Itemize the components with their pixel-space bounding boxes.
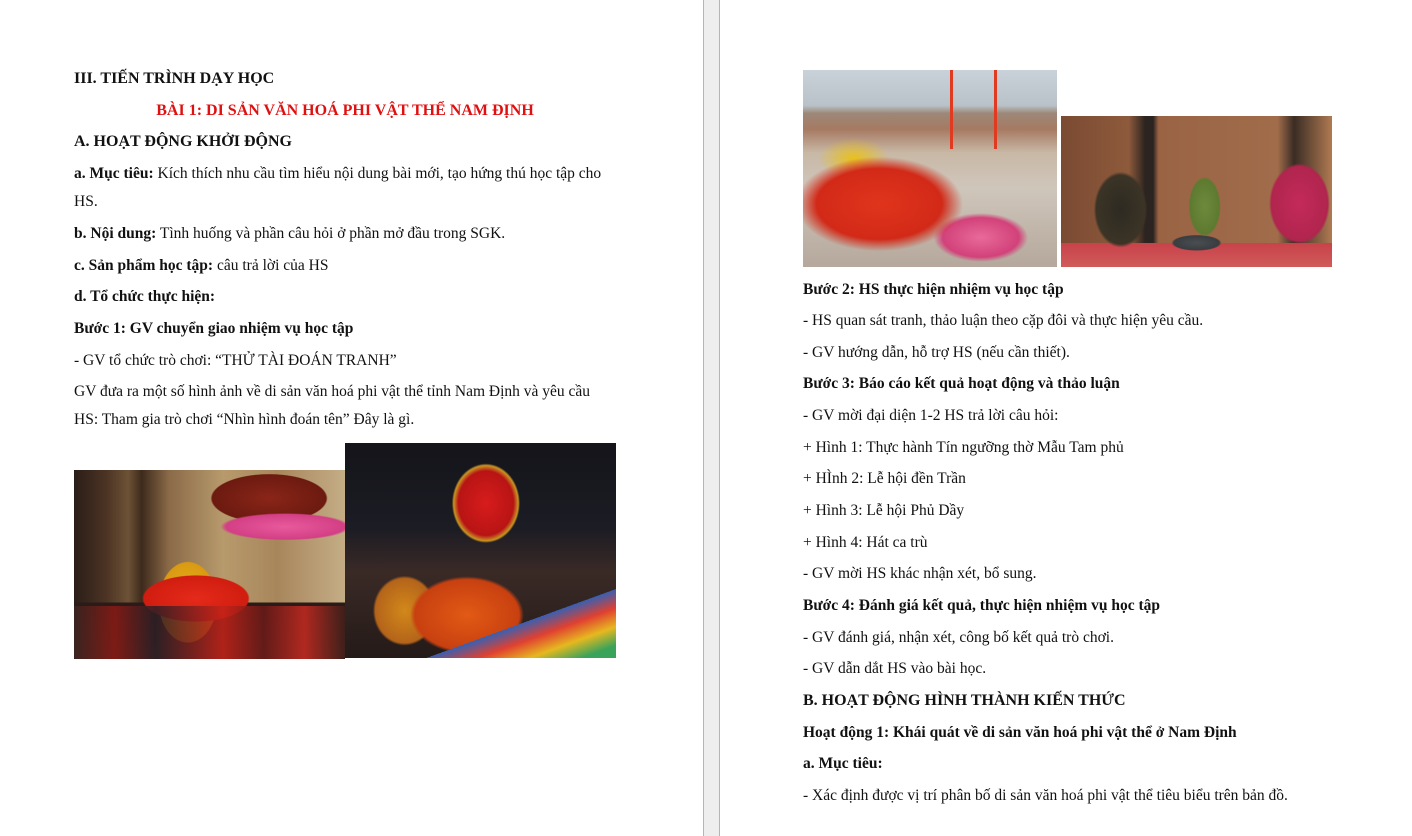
step2-heading: Bước 2: HS thực hiện nhiệm vụ học tập	[803, 281, 1064, 298]
step2-line: - GV hướng dẫn, hỗ trợ HS (nếu cần thiết).	[803, 344, 1070, 361]
organize-label: d. Tổ chức thực hiện:	[74, 288, 216, 305]
step4-line: - GV đánh giá, nhận xét, công bố kết quả trò chơi.	[803, 629, 1114, 646]
document-page-left	[0, 0, 703, 836]
image-den-tran-festival	[345, 443, 616, 658]
activity-heading: A. HOẠT ĐỘNG KHỞI ĐỘNG	[74, 133, 292, 150]
section-heading: III. TIẾN TRÌNH DẠY HỌC	[74, 70, 275, 87]
objective-text-cont: HS.	[74, 193, 98, 210]
image-phu-day-festival	[803, 70, 1057, 267]
step4-heading: Bước 4: Đánh giá kết quả, thực hiện nhiệm vụ học tập	[803, 597, 1161, 614]
section-b-heading: B. HOẠT ĐỘNG HÌNH THÀNH KIẾN THỨC	[803, 692, 1126, 709]
step3-line: - GV mời đại diện 1-2 HS trả lời câu hỏi:	[803, 407, 1059, 424]
step3-line: + HÌnh 2: Lễ hội đền Trần	[803, 470, 966, 487]
content-paragraph	[74, 224, 505, 244]
step1-line: - GV tổ chức trò chơi: “THỬ TÀI ĐOÁN TRANH”	[74, 352, 397, 369]
step1-line: HS: Tham gia trò chơi “Nhìn hình đoán tên” Đây là gì.	[74, 411, 415, 428]
objective-label: a. Mục tiêu:	[803, 755, 883, 772]
step3-heading: Bước 3: Báo cáo kết quả hoạt động và thảo luận	[803, 375, 1120, 392]
step3-line: - GV mời HS khác nhận xét, bổ sung.	[803, 565, 1037, 582]
product-label: c. Sản phẩm học tập:	[74, 257, 214, 274]
step3-line: + Hình 3: Lễ hội Phủ Dầy	[803, 502, 965, 519]
objective-line: - Xác định được vị trí phân bố di sản văn hoá phi vật thể tiêu biểu trên bản đồ.	[803, 787, 1288, 804]
page-separator	[703, 0, 720, 836]
lesson-title: BÀI 1: DI SẢN VĂN HOÁ PHI VẬT THỂ NAM ĐỊNH	[156, 102, 534, 119]
content-text: Tình huống và phần câu hỏi ở phần mở đầu trong SGK.	[156, 225, 506, 242]
image-ca-tru	[1061, 116, 1332, 267]
objective-paragraph	[74, 164, 601, 184]
step1-line: GV đưa ra một số hình ảnh về di sản văn hoá phi vật thể tỉnh Nam Định và yêu cầu	[74, 383, 591, 400]
product-text: câu trả lời của HS	[213, 257, 329, 274]
image-mau-tam-phu	[74, 470, 345, 659]
step3-line: + Hình 4: Hát ca trù	[803, 534, 928, 551]
step1-heading: Bước 1: GV chuyển giao nhiệm vụ học tập	[74, 320, 354, 337]
product-paragraph	[74, 256, 328, 276]
activity1-heading: Hoạt động 1: Khái quát về di sản văn hoá phi vật thể ở Nam Định	[803, 724, 1237, 741]
objective-text: Kích thích nhu cầu tìm hiểu nội dung bài mới, tạo hứng thú học tập cho	[153, 165, 602, 182]
document-page-right	[720, 0, 1412, 836]
step3-line: + Hình 1: Thực hành Tín ngưỡng thờ Mẫu Tam phủ	[803, 439, 1124, 456]
objective-label: a. Mục tiêu:	[74, 165, 154, 182]
step2-line: - HS quan sát tranh, thảo luận theo cặp đôi và thực hiện yêu cầu.	[803, 312, 1204, 329]
content-label: b. Nội dung:	[74, 225, 157, 242]
step4-line: - GV dẫn dắt HS vào bài học.	[803, 660, 987, 677]
